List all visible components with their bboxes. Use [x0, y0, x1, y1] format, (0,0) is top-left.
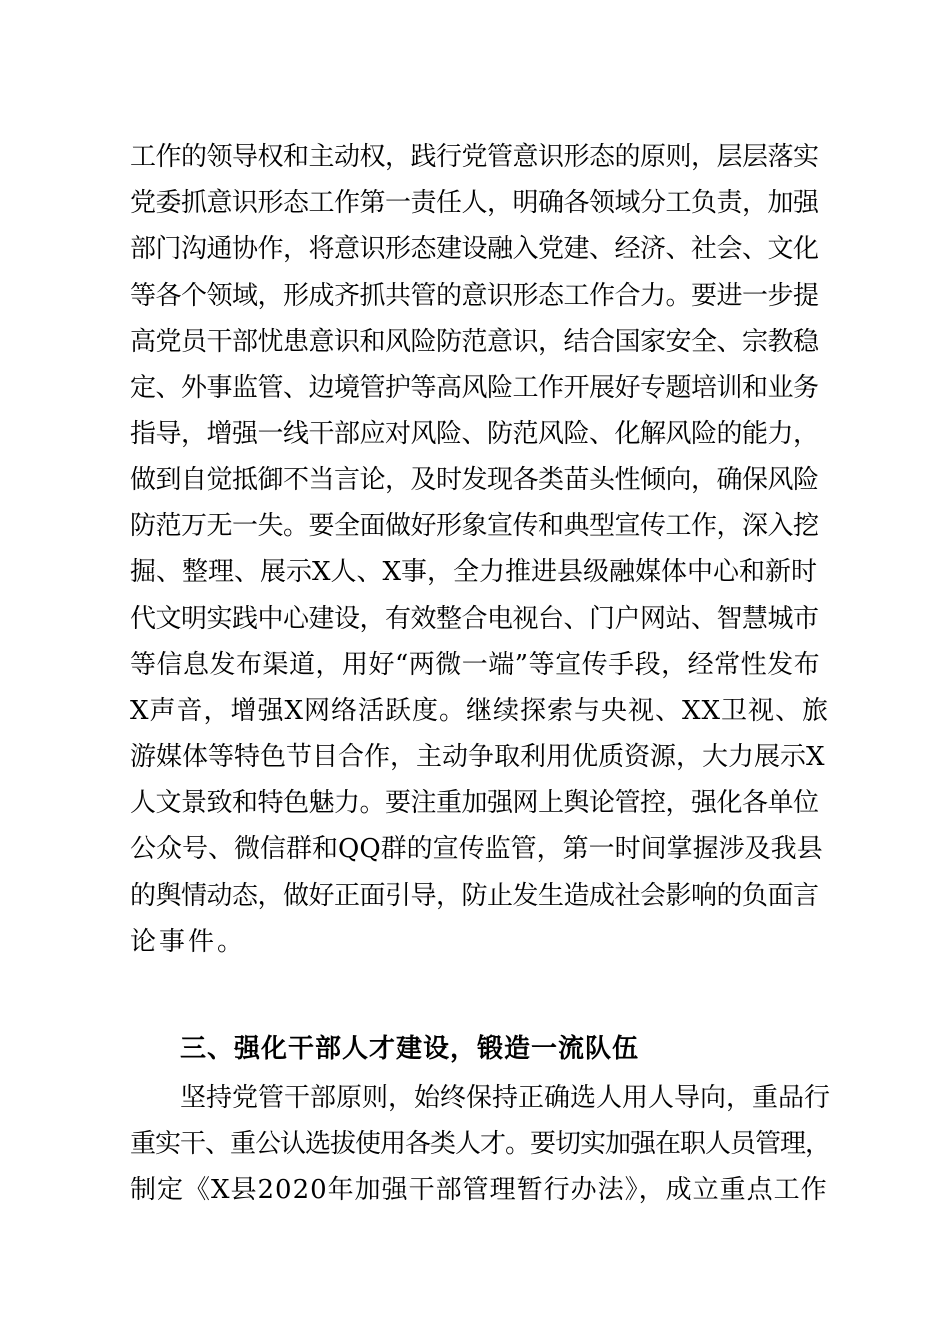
text-line: 等各个领域，形成齐抓共管的意识形态工作合力。要进一步提: [130, 281, 819, 311]
text-line: 定、外事监管、边境管护等高风险工作开展好专题培训和业务: [130, 373, 819, 403]
text-line: 部门沟通协作，将意识形态建设融入党建、经济、社会、文化: [130, 234, 819, 264]
text-line: 高党员干部忧患意识和风险防范意识，结合国家安全、宗教稳: [130, 327, 819, 357]
text-line: 代文明实践中心建设，有效整合电视台、门户网站、智慧城市: [130, 604, 819, 634]
text-line: 论事件。: [130, 927, 247, 957]
text-line: 工作的领导权和主动权，践行党管意识形态的原则，层层落实: [130, 142, 819, 172]
text-line: 坚持党管干部原则，始终保持正确选人用人导向，重品行: [180, 1083, 831, 1113]
text-line: 人文景致和特色魅力。要注重加强网上舆论管控，强化各单位: [130, 788, 819, 818]
text-line: 党委抓意识形态工作第一责任人，明确各领域分工负责，加强: [130, 188, 819, 218]
text-line: X声音，增强X网络活跃度。继续探索与央视、XX卫视、旅: [130, 696, 830, 726]
text-line: 的舆情动态，做好正面引导，防止发生造成社会影响的负面言: [130, 881, 819, 911]
text-line: 重实干、重公认选拔使用各类人才。要切实加强在职人员管理，: [130, 1129, 831, 1159]
text-line: 掘、整理、展示X人、X事，全力推进县级融媒体中心和新时: [130, 557, 818, 587]
text-line: 游媒体等特色节目合作，主动争取利用优质资源，大力展示X: [130, 742, 825, 772]
section-heading: 三、强化干部人才建设，锻造一流队伍: [180, 1034, 640, 1064]
text-line: 做到自觉抵御不当言论，及时发现各类苗头性倾向，确保风险: [130, 465, 819, 495]
text-line: 公众号、微信群和QQ群的宣传监管，第一时间掌握涉及我县: [130, 834, 823, 864]
text-line: 指导，增强一线干部应对风险、防范风险、化解风险的能力，: [130, 419, 819, 449]
text-line: 制定《X县2020年加强干部管理暂行办法》，成立重点工作: [130, 1175, 828, 1205]
text-line: 防范万无一失。要全面做好形象宣传和典型宣传工作，深入挖: [130, 511, 819, 541]
text-line: 等信息发布渠道，用好“两微一端”等宣传手段，经常性发布: [130, 650, 821, 680]
